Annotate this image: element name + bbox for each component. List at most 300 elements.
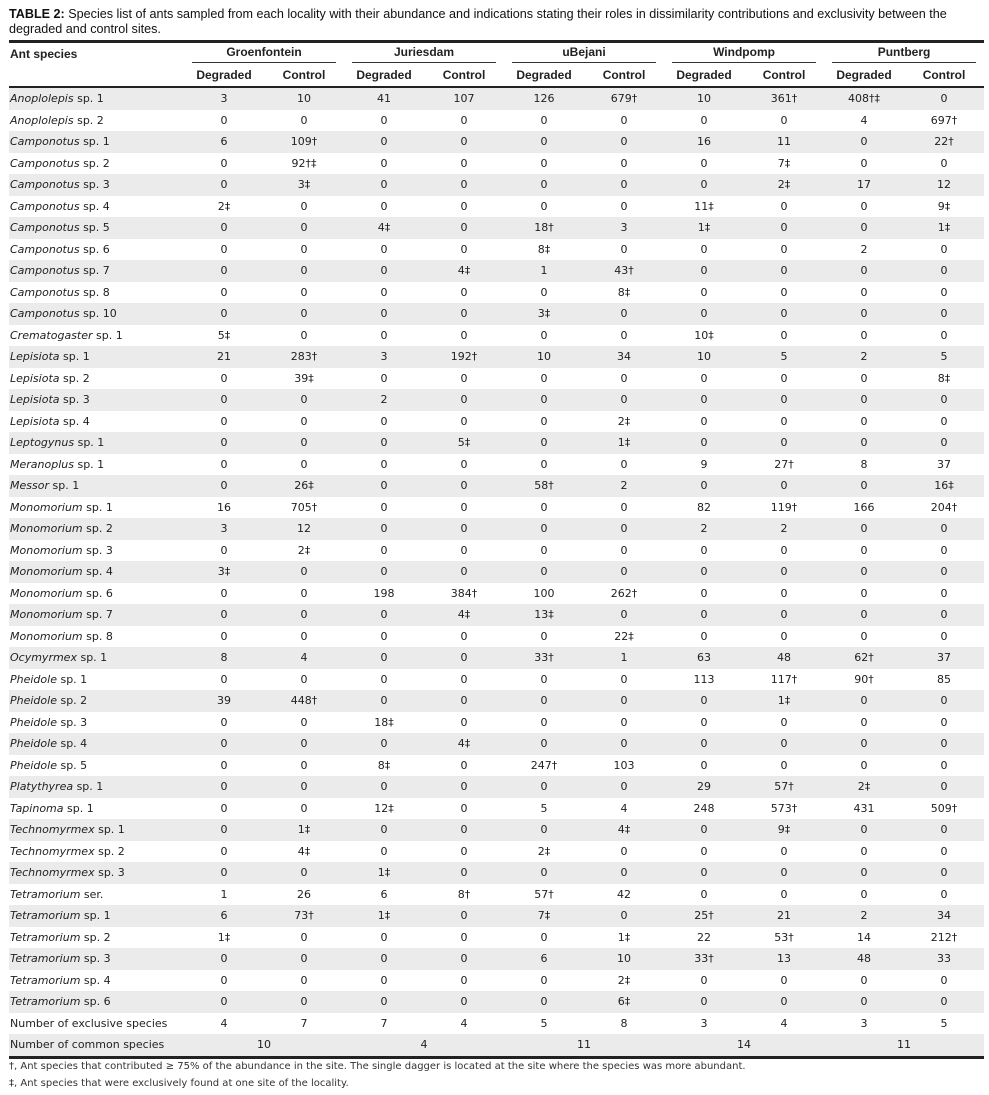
abundance-cell: 0 bbox=[940, 156, 948, 170]
abundance-cell: 8‡ bbox=[537, 242, 551, 256]
species-name bbox=[9, 196, 184, 218]
abundance-cell: 6‡ bbox=[584, 991, 664, 1013]
locality-header-groenfontein: Groenfontein bbox=[184, 42, 344, 65]
species-name bbox=[9, 604, 184, 626]
genus-name: Camponotus bbox=[10, 178, 80, 192]
abundance-cell: 0 bbox=[664, 389, 744, 411]
abundance-cell: 0 bbox=[380, 543, 388, 557]
abundance-cell: 0 bbox=[504, 389, 584, 411]
abundance-cell: 0 bbox=[184, 174, 264, 196]
control-column-header: Control bbox=[584, 64, 664, 87]
abundance-cell: 0 bbox=[380, 844, 388, 858]
abundance-cell: 0 bbox=[264, 432, 344, 454]
abundance-cell: 3‡ bbox=[264, 174, 344, 196]
species-suffix: sp. 2 bbox=[56, 694, 88, 708]
abundance-cell: 0 bbox=[620, 500, 628, 514]
abundance-cell: 0 bbox=[344, 518, 424, 540]
abundance-cell: 0 bbox=[344, 131, 424, 153]
abundance-cell: 0 bbox=[744, 604, 824, 626]
abundance-cell: 13‡ bbox=[504, 604, 584, 626]
abundance-cell: 0 bbox=[184, 389, 264, 411]
abundance-cell: 0 bbox=[300, 672, 308, 686]
abundance-cell: 2 bbox=[824, 346, 904, 368]
abundance-cell: 16‡ bbox=[904, 475, 984, 497]
abundance-cell: 509† bbox=[930, 801, 958, 815]
abundance-cell: 0 bbox=[220, 586, 228, 600]
abundance-cell: 73† bbox=[264, 905, 344, 927]
abundance-cell: 1‡ bbox=[744, 690, 824, 712]
abundance-cell: 0 bbox=[780, 715, 788, 729]
abundance-cell: 0 bbox=[824, 260, 904, 282]
abundance-cell: 0 bbox=[184, 733, 264, 755]
table-row bbox=[9, 991, 984, 1013]
abundance-cell: 29 bbox=[664, 776, 744, 798]
abundance-cell: 0 bbox=[264, 991, 344, 1013]
abundance-cell: 0 bbox=[380, 113, 388, 127]
genus-name: Monomorium bbox=[10, 586, 83, 600]
abundance-cell: 431 bbox=[853, 801, 875, 815]
abundance-cell: 0 bbox=[424, 174, 504, 196]
abundance-cell: 0 bbox=[220, 629, 228, 643]
abundance-cell: 0 bbox=[824, 819, 904, 841]
species-name bbox=[9, 776, 184, 798]
exclusive-count-cell: 4 bbox=[460, 1016, 468, 1030]
abundance-cell: 0 bbox=[344, 303, 424, 325]
degraded-column-header: Degraded bbox=[504, 64, 584, 87]
abundance-cell: 0 bbox=[540, 672, 548, 686]
abundance-cell: 0 bbox=[904, 776, 984, 798]
common-count-cell: 11 bbox=[824, 1034, 984, 1057]
abundance-cell: 100 bbox=[533, 586, 555, 600]
species-name bbox=[9, 927, 184, 949]
abundance-cell: 0 bbox=[824, 217, 904, 239]
species-name bbox=[9, 174, 184, 196]
abundance-cell: 9 bbox=[700, 457, 708, 471]
genus-name: Tapinoma bbox=[10, 801, 64, 815]
abundance-cell: 10 bbox=[264, 87, 344, 110]
abundance-cell: 0 bbox=[344, 174, 424, 196]
control-column-header: Control bbox=[264, 64, 344, 87]
species-name bbox=[9, 325, 184, 347]
species-name bbox=[9, 153, 184, 175]
species-suffix: sp. 1 bbox=[94, 823, 125, 837]
abundance-cell: 0 bbox=[700, 758, 708, 772]
abundance-cell: 0 bbox=[460, 500, 468, 514]
abundance-cell: 0 bbox=[940, 715, 948, 729]
abundance-cell: 0 bbox=[460, 156, 468, 170]
exclusive-species-label: Number of exclusive species bbox=[10, 1016, 168, 1030]
table-row bbox=[9, 948, 984, 970]
abundance-cell: 0 bbox=[780, 242, 788, 256]
abundance-cell: 62† bbox=[824, 647, 904, 669]
abundance-cell: 0 bbox=[264, 604, 344, 626]
locality-header-ubejani: uBejani bbox=[504, 42, 664, 65]
abundance-cell: 1‡ bbox=[344, 905, 424, 927]
species-suffix: sp. 2 bbox=[79, 156, 110, 170]
genus-name: Tetramorium bbox=[10, 887, 81, 901]
abundance-cell: 3‡ bbox=[504, 303, 584, 325]
genus-name: Camponotus bbox=[10, 285, 80, 299]
abundance-cell: 0 bbox=[424, 991, 504, 1013]
species-name bbox=[9, 798, 184, 820]
abundance-cell: 0 bbox=[824, 518, 904, 540]
abundance-cell: 41 bbox=[344, 87, 424, 110]
abundance-cell: 0 bbox=[664, 303, 744, 325]
abundance-cell: 198 bbox=[373, 586, 395, 600]
abundance-cell: 0 bbox=[424, 518, 504, 540]
control-column-header: Control bbox=[904, 64, 984, 87]
abundance-cell: 0 bbox=[584, 776, 664, 798]
abundance-cell: 0 bbox=[904, 733, 984, 755]
abundance-cell: 0 bbox=[424, 905, 504, 927]
common-count-cell: 10 bbox=[184, 1034, 344, 1057]
abundance-cell: 0 bbox=[620, 371, 628, 385]
species-suffix: sp. 5 bbox=[79, 221, 110, 235]
abundance-cell: 1‡ bbox=[344, 862, 424, 884]
abundance-cell: 0 bbox=[664, 432, 744, 454]
abundance-cell: 2 bbox=[584, 475, 664, 497]
abundance-cell: 0 bbox=[860, 414, 868, 428]
abundance-cell: 0 bbox=[460, 371, 468, 385]
abundance-cell: 384† bbox=[450, 586, 478, 600]
abundance-cell: 0 bbox=[220, 457, 228, 471]
abundance-cell: 6 bbox=[504, 948, 584, 970]
abundance-cell: 107 bbox=[424, 87, 504, 110]
abundance-cell: 0 bbox=[504, 131, 584, 153]
abundance-cell: 0 bbox=[620, 543, 628, 557]
abundance-cell: 0 bbox=[904, 87, 984, 110]
abundance-cell: 0 bbox=[220, 844, 228, 858]
exclusive-count-cell: 5 bbox=[940, 1016, 948, 1030]
abundance-cell: 248 bbox=[693, 801, 715, 815]
table-row bbox=[9, 497, 984, 519]
genus-name: Tetramorium bbox=[10, 952, 81, 966]
genus-name: Camponotus bbox=[10, 199, 80, 213]
table-row bbox=[9, 325, 984, 347]
abundance-cell: 0 bbox=[300, 586, 308, 600]
abundance-cell: 0 bbox=[540, 629, 548, 643]
species-suffix: sp. 6 bbox=[79, 242, 110, 256]
abundance-cell: 26 bbox=[297, 887, 311, 901]
abundance-cell: 0 bbox=[344, 690, 424, 712]
abundance-cell: 0 bbox=[300, 113, 308, 127]
abundance-cell: 0 bbox=[860, 156, 868, 170]
abundance-cell: 0 bbox=[780, 973, 788, 987]
abundance-cell: 0 bbox=[904, 690, 984, 712]
species-suffix: ser. bbox=[80, 887, 104, 901]
table-row bbox=[9, 196, 984, 218]
abundance-cell: 0 bbox=[300, 199, 308, 213]
species-suffix: sp. 3 bbox=[94, 866, 125, 880]
abundance-cell: 5‡ bbox=[217, 328, 231, 342]
degraded-column-header: Degraded bbox=[344, 64, 424, 87]
genus-name: Pheidole bbox=[10, 694, 57, 708]
genus-name: Pheidole bbox=[10, 672, 57, 686]
abundance-cell: 0 bbox=[860, 586, 868, 600]
table-row bbox=[9, 669, 984, 691]
abundance-cell: 0 bbox=[584, 690, 664, 712]
abundance-cell: 0 bbox=[940, 285, 948, 299]
table-row bbox=[9, 884, 984, 906]
abundance-cell: 0 bbox=[744, 260, 824, 282]
locality-header-juriesdam: Juriesdam bbox=[344, 42, 504, 65]
abundance-cell: 0 bbox=[700, 156, 708, 170]
abundance-cell: 0 bbox=[940, 328, 948, 342]
species-column-header: Ant species bbox=[9, 42, 184, 65]
genus-name: Monomorium bbox=[10, 543, 83, 557]
abundance-cell: 5 bbox=[540, 801, 548, 815]
table-row bbox=[9, 260, 984, 282]
species-suffix: sp. 1 bbox=[73, 780, 104, 794]
abundance-cell: 0 bbox=[824, 389, 904, 411]
abundance-cell: 0 bbox=[940, 242, 948, 256]
abundance-cell: 2‡ bbox=[617, 414, 631, 428]
abundance-cell: 42 bbox=[617, 887, 632, 901]
abundance-cell: 1‡ bbox=[617, 930, 631, 944]
footnotes bbox=[9, 1058, 746, 1092]
degraded-column-header: Degraded bbox=[664, 64, 744, 87]
abundance-cell: 0 bbox=[424, 561, 504, 583]
abundance-cell: 0 bbox=[700, 973, 708, 987]
abundance-cell: 0 bbox=[344, 948, 424, 970]
abundance-cell: 0 bbox=[380, 930, 388, 944]
genus-name: Tetramorium bbox=[10, 930, 81, 944]
abundance-cell: 0 bbox=[264, 776, 344, 798]
abundance-cell: 0 bbox=[824, 432, 904, 454]
abundance-cell: 0 bbox=[584, 303, 664, 325]
abundance-cell: 10 bbox=[584, 948, 664, 970]
abundance-cell: 12 bbox=[904, 174, 984, 196]
abundance-cell: 2 bbox=[344, 389, 424, 411]
genus-name: Monomorium bbox=[10, 565, 83, 579]
abundance-cell: 0 bbox=[940, 887, 948, 901]
abundance-cell: 1‡ bbox=[264, 819, 344, 841]
abundance-cell: 3 bbox=[584, 217, 664, 239]
abundance-cell: 2 bbox=[664, 518, 744, 540]
species-suffix: sp. 4 bbox=[59, 414, 90, 428]
abundance-cell: 16 bbox=[217, 500, 231, 514]
abundance-cell: 0 bbox=[460, 629, 468, 643]
species-name bbox=[9, 905, 184, 927]
abundance-cell: 27† bbox=[774, 457, 794, 471]
abundance-cell: 0 bbox=[700, 887, 708, 901]
abundance-cell: 2 bbox=[744, 518, 824, 540]
abundance-cell: 0 bbox=[904, 389, 984, 411]
abundance-cell: 0 bbox=[780, 586, 788, 600]
abundance-cell: 0 bbox=[184, 303, 264, 325]
abundance-cell: 0 bbox=[504, 776, 584, 798]
abundance-cell: 0 bbox=[264, 389, 344, 411]
table-row bbox=[9, 131, 984, 153]
abundance-cell: 57† bbox=[744, 776, 824, 798]
abundance-cell: 0 bbox=[940, 586, 948, 600]
abundance-cell: 0 bbox=[744, 303, 824, 325]
table-row bbox=[9, 626, 984, 648]
abundance-cell: 0 bbox=[220, 672, 228, 686]
abundance-cell: 0 bbox=[300, 973, 308, 987]
abundance-cell: 2 bbox=[860, 242, 868, 256]
abundance-cell: 0 bbox=[664, 174, 744, 196]
abundance-cell: 0 bbox=[620, 328, 628, 342]
abundance-cell: 103 bbox=[613, 758, 635, 772]
abundance-cell: 0 bbox=[504, 432, 584, 454]
abundance-cell: 1‡ bbox=[904, 217, 984, 239]
abundance-cell: 0 bbox=[780, 113, 788, 127]
species-name bbox=[9, 518, 184, 540]
abundance-cell: 0 bbox=[460, 672, 468, 686]
abundance-cell: 0 bbox=[344, 819, 424, 841]
abundance-cell: 0 bbox=[424, 389, 504, 411]
table-row bbox=[9, 905, 984, 927]
abundance-cell: 0 bbox=[904, 303, 984, 325]
abundance-cell: 0 bbox=[940, 973, 948, 987]
abundance-cell: 0 bbox=[184, 991, 264, 1013]
abundance-cell: 0 bbox=[460, 285, 468, 299]
abundance-cell: 0 bbox=[664, 475, 744, 497]
table-row bbox=[9, 647, 984, 669]
abundance-cell: 192† bbox=[424, 346, 504, 368]
abundance-cell: 39‡ bbox=[294, 371, 314, 385]
genus-name: Lepisiota bbox=[10, 350, 60, 364]
abundance-cell: 0 bbox=[540, 328, 548, 342]
species-suffix: sp. 5 bbox=[56, 758, 88, 772]
abundance-cell: 0 bbox=[540, 156, 548, 170]
abundance-cell: 0 bbox=[184, 776, 264, 798]
abundance-cell: 25† bbox=[664, 905, 744, 927]
abundance-cell: 1 bbox=[504, 260, 584, 282]
abundance-cell: 0 bbox=[664, 260, 744, 282]
species-suffix: sp. 2 bbox=[82, 522, 113, 536]
abundance-cell: 8‡ bbox=[377, 758, 391, 772]
species-name bbox=[9, 475, 184, 497]
genus-name: Technomyrmex bbox=[10, 844, 95, 858]
abundance-cell: 12‡ bbox=[374, 801, 394, 815]
table-row bbox=[9, 346, 984, 368]
abundance-cell: 17 bbox=[824, 174, 904, 196]
abundance-cell: 0 bbox=[220, 973, 228, 987]
species-suffix: sp. 3 bbox=[82, 543, 113, 557]
locality-header-puntberg: Puntberg bbox=[824, 42, 984, 65]
abundance-cell: 53† bbox=[774, 930, 794, 944]
table-row bbox=[9, 841, 984, 863]
species-suffix: sp. 1 bbox=[73, 92, 104, 106]
species-suffix: sp. 4 bbox=[56, 737, 88, 751]
abundance-cell: 8 bbox=[860, 457, 868, 471]
abundance-cell: 0 bbox=[424, 475, 504, 497]
abundance-cell: 0 bbox=[460, 328, 468, 342]
species-suffix: sp. 4 bbox=[82, 565, 113, 579]
caption-label: TABLE 2: bbox=[9, 7, 65, 21]
abundance-cell: 39 bbox=[184, 690, 264, 712]
abundance-cell: 0 bbox=[344, 733, 424, 755]
abundance-cell: 0 bbox=[860, 715, 868, 729]
abundance-cell: 0 bbox=[220, 715, 228, 729]
abundance-cell: 0 bbox=[424, 217, 504, 239]
species-suffix: sp. 7 bbox=[82, 608, 113, 622]
abundance-cell: 0 bbox=[380, 371, 388, 385]
abundance-cell: 5 bbox=[744, 346, 824, 368]
abundance-cell: 361† bbox=[744, 87, 824, 110]
abundance-cell: 0 bbox=[540, 543, 548, 557]
species-suffix: sp. 2 bbox=[80, 930, 111, 944]
table-row bbox=[9, 690, 984, 712]
species-name bbox=[9, 87, 184, 110]
abundance-cell: 0 bbox=[264, 217, 344, 239]
abundance-cell: 4‡ bbox=[424, 733, 504, 755]
genus-name: Lepisiota bbox=[10, 371, 60, 385]
abundance-cell: 34 bbox=[904, 905, 984, 927]
genus-name: Meranoplus bbox=[10, 457, 74, 471]
abundance-cell: 0 bbox=[700, 715, 708, 729]
genus-name: Tetramorium bbox=[10, 995, 81, 1009]
genus-name: Camponotus bbox=[10, 264, 80, 278]
species-name bbox=[9, 970, 184, 992]
table-row bbox=[9, 153, 984, 175]
abundance-cell: 0 bbox=[904, 991, 984, 1013]
abundance-cell: 573† bbox=[770, 801, 798, 815]
abundance-cell: 1 bbox=[584, 647, 664, 669]
abundance-cell: 166 bbox=[853, 500, 875, 514]
control-column-header: Control bbox=[744, 64, 824, 87]
abundance-cell: 0 bbox=[424, 819, 504, 841]
abundance-cell: 408†‡ bbox=[824, 87, 904, 110]
genus-name: Monomorium bbox=[10, 629, 83, 643]
abundance-cell: 0 bbox=[424, 948, 504, 970]
abundance-cell: 33† bbox=[504, 647, 584, 669]
abundance-cell: 0 bbox=[744, 217, 824, 239]
table-row bbox=[9, 970, 984, 992]
abundance-cell: 13 bbox=[744, 948, 824, 970]
abundance-cell: 0 bbox=[504, 561, 584, 583]
abundance-cell: 0 bbox=[344, 991, 424, 1013]
abundance-cell: 0 bbox=[504, 991, 584, 1013]
abundance-cell: 119† bbox=[770, 500, 798, 514]
abundance-cell: 0 bbox=[744, 862, 824, 884]
table-row bbox=[9, 798, 984, 820]
abundance-cell: 0 bbox=[904, 432, 984, 454]
species-name bbox=[9, 862, 184, 884]
genus-name: Technomyrmex bbox=[10, 866, 95, 880]
table-row bbox=[9, 389, 984, 411]
abundance-cell: 2‡ bbox=[744, 174, 824, 196]
table-row bbox=[9, 282, 984, 304]
species-suffix: sp. 1 bbox=[63, 801, 94, 815]
abundance-cell: 0 bbox=[424, 131, 504, 153]
abundance-cell: 0 bbox=[700, 285, 708, 299]
species-suffix: sp. 1 bbox=[74, 436, 105, 450]
abundance-cell: 48 bbox=[744, 647, 824, 669]
exclusive-count-cell: 7 bbox=[380, 1016, 388, 1030]
exclusive-count-cell: 5 bbox=[540, 1016, 548, 1030]
abundance-cell: 4‡ bbox=[297, 844, 311, 858]
abundance-cell: 82 bbox=[697, 500, 712, 514]
locality-header-windpomp: Windpomp bbox=[664, 42, 824, 65]
abundance-cell: 22† bbox=[904, 131, 984, 153]
abundance-cell: 0 bbox=[264, 303, 344, 325]
species-name bbox=[9, 583, 184, 605]
abundance-cell: 448† bbox=[264, 690, 344, 712]
abundance-cell: 90† bbox=[854, 672, 874, 686]
footnote-double-dagger: ‡, Ant species that were exclusively found at one site of the locality. bbox=[9, 1078, 349, 1089]
abundance-cell: 0 bbox=[344, 776, 424, 798]
genus-name: Platythyrea bbox=[10, 780, 74, 794]
footnote-dagger: †, Ant species that contributed ≥ 75% of the abundance in the site. The single dagger is located at the site where the species was more abundant. bbox=[9, 1061, 746, 1072]
abundance-cell: 11 bbox=[744, 131, 824, 153]
abundance-cell: 9‡ bbox=[744, 819, 824, 841]
species-suffix: sp. 2 bbox=[73, 113, 104, 127]
abundance-cell: 0 bbox=[940, 543, 948, 557]
abundance-cell: 0 bbox=[424, 690, 504, 712]
